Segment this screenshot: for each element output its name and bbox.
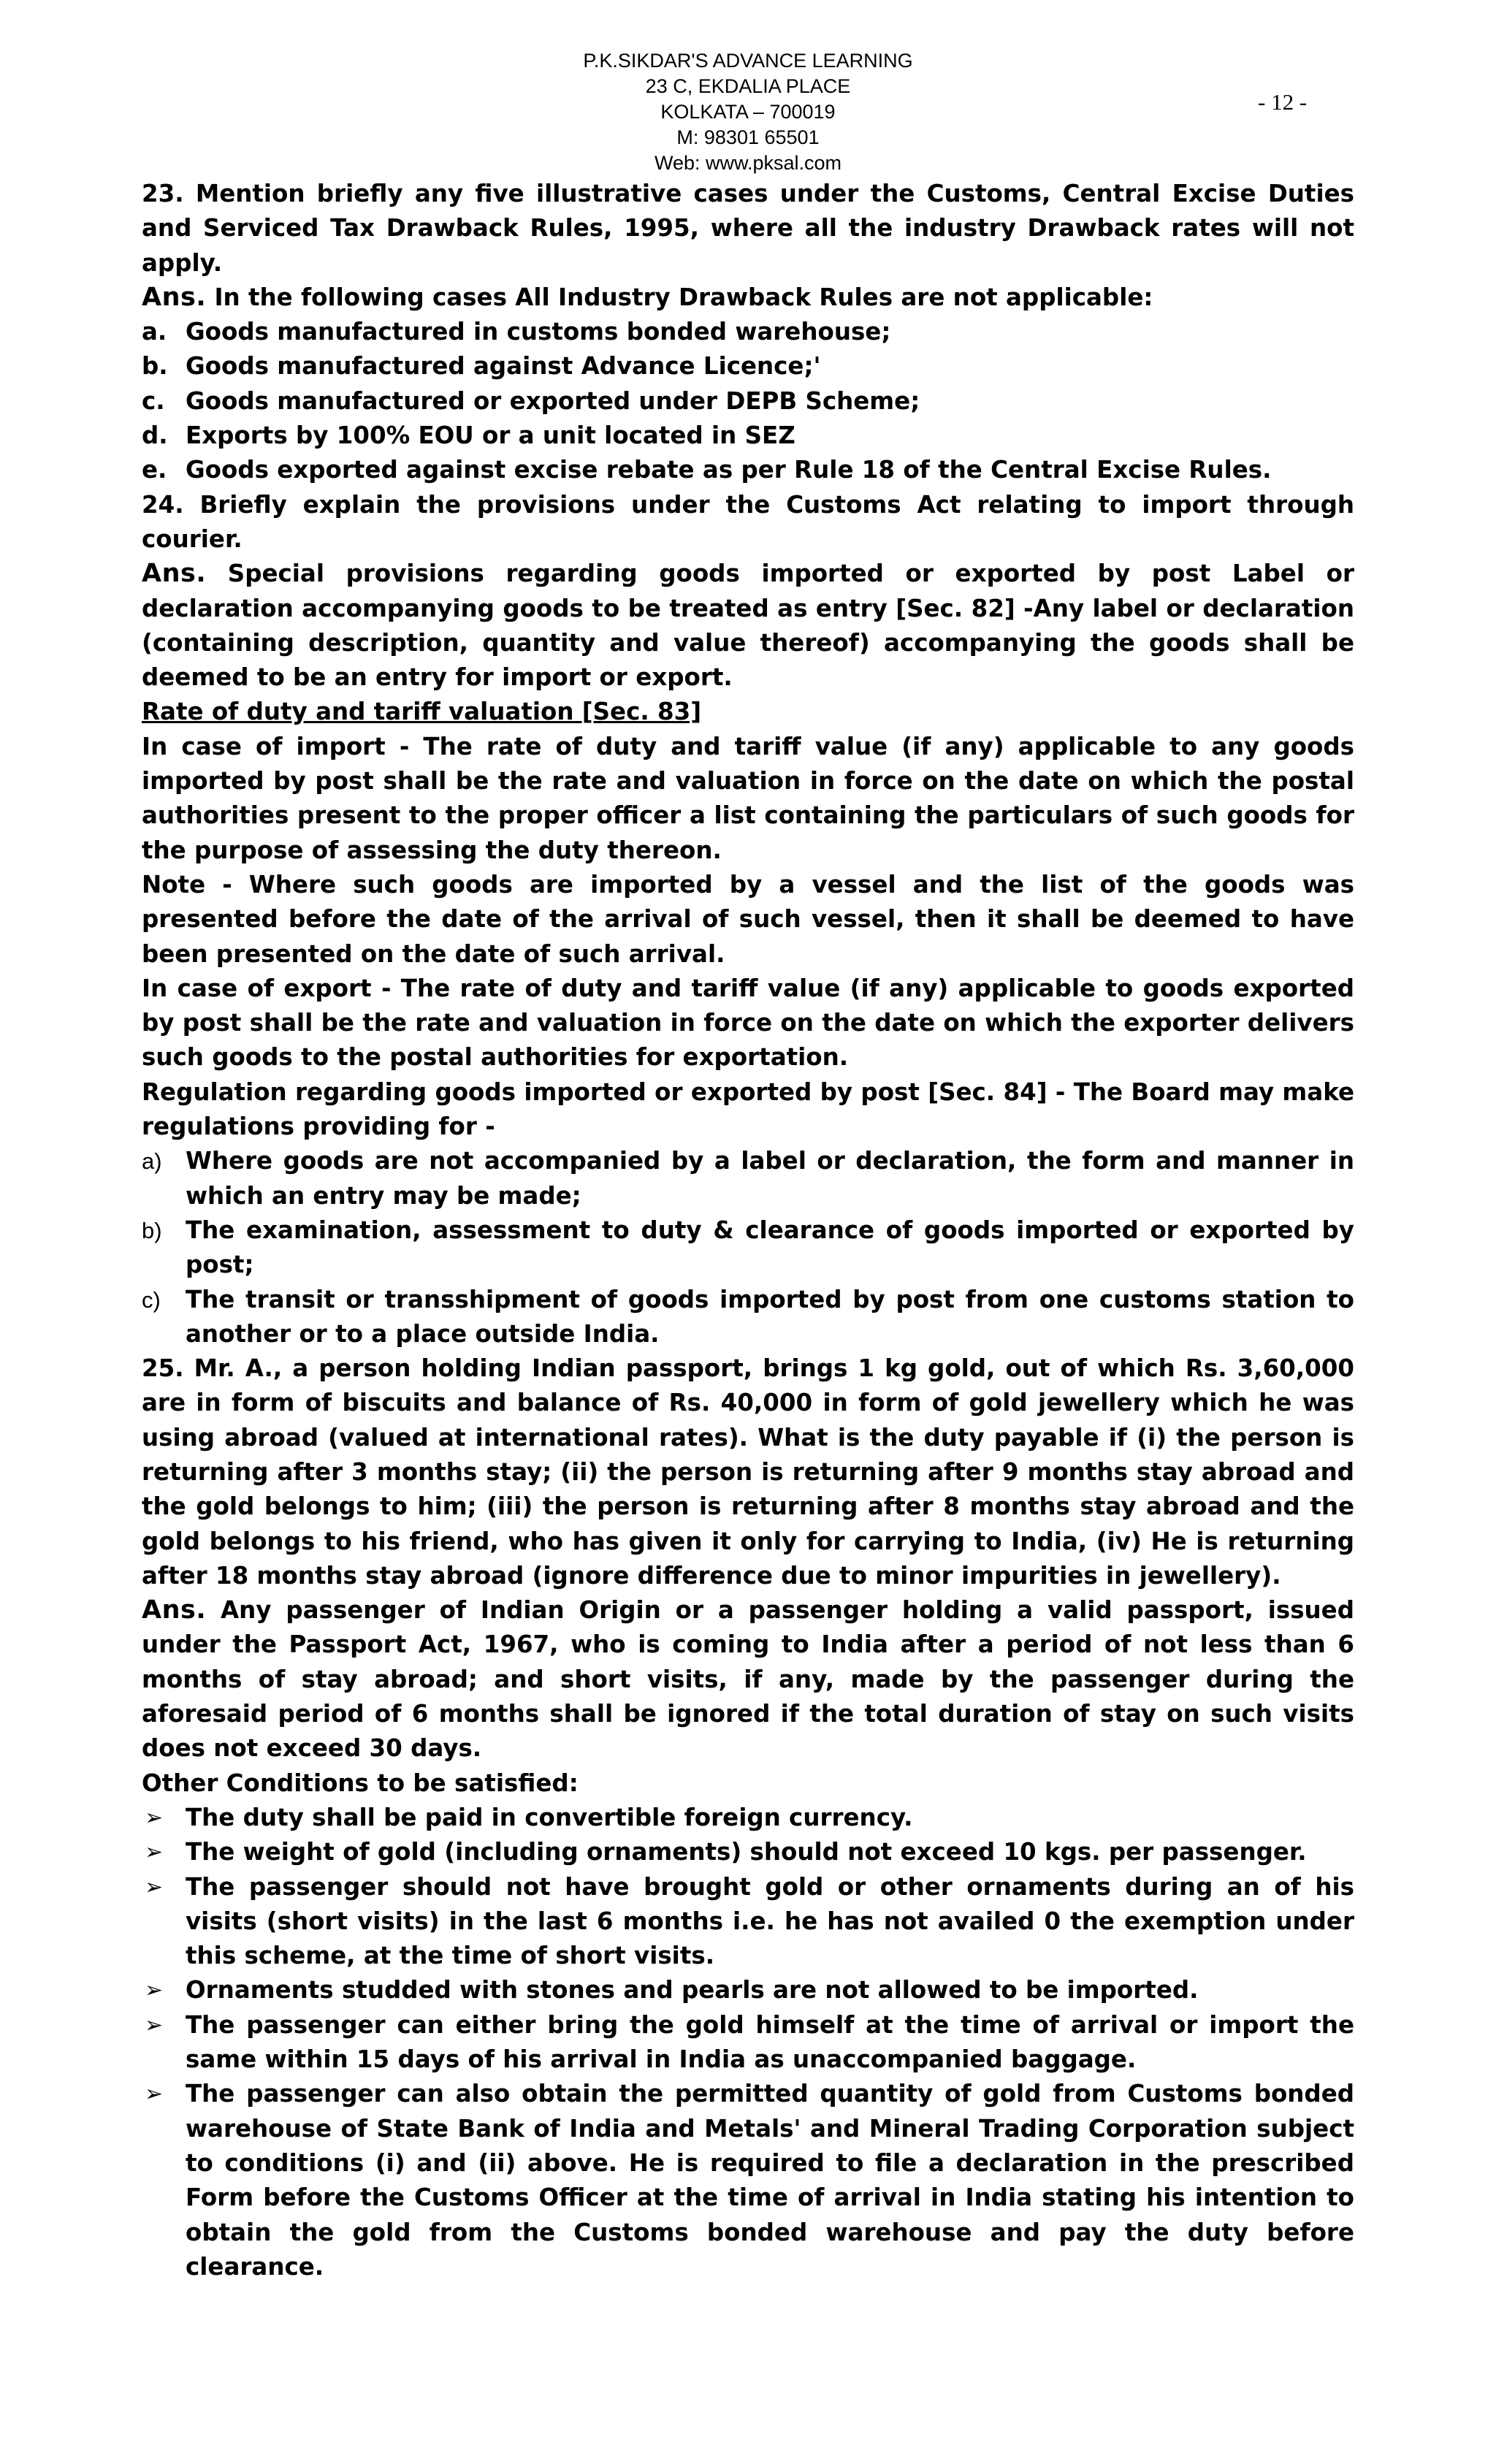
list-item — [142, 419, 1354, 453]
list-marker: b) — [142, 1217, 162, 1243]
list-item-text: The passenger can also obtain the permitted quantity of gold from Customs bonded warehouse of State Bank of India and Metals' and Mineral Trading Corporation subject to conditions (i) and (ii) above. He is required to file a declaration in the prescribed Form before the Customs Officer at the time of arrival in India stating his intention to obtain the gold from the Customs bonded warehouse and pay the duty before clearance. — [186, 2080, 1354, 2281]
answer-text: Special provisions regarding goods imported or exported by post Label or declaration accompanying goods to be treated as entry [Sec. 82] -Any label or declaration (containing description, quantity and value thereof) accompanying the goods shall be deemed to be an entry for import or export. — [142, 560, 1354, 692]
answer-24-intro — [142, 557, 1354, 695]
arrow-bullet-icon: ➢ — [145, 2012, 164, 2038]
q25-conditions-list — [142, 1801, 1354, 2284]
list-item-text: Goods manufactured against Advance Licence;' — [186, 352, 821, 381]
q24-regulation-list — [142, 1144, 1354, 1351]
rate-of-duty-heading — [142, 695, 1354, 729]
header-mobile-line: M: 98301 65501 — [676, 126, 820, 148]
arrow-bullet-icon: ➢ — [145, 1839, 164, 1866]
header-address-line: 23 C, EKDALIA PLACE — [645, 75, 851, 97]
list-marker: c) — [142, 1286, 161, 1313]
list-item-text: The transit or transshipment of goods imported by post from one customs station to another or to a place outside India. — [186, 1285, 1354, 1348]
arrow-bullet-icon: ➢ — [145, 1977, 164, 2004]
list-item — [142, 2077, 1354, 2284]
export-paragraph: In case of export - The rate of duty and tariff value (if any) applicable to goods exported by post shall be the rate and valuation in force on the date on which the exporter delivers such goods to the postal authorities for exportation. — [142, 974, 1354, 1072]
list-item-text: The duty shall be paid in convertible foreign currency. — [186, 1803, 913, 1831]
list-item — [142, 1870, 1354, 1974]
document-body — [142, 177, 1354, 2284]
import-paragraph: In case of import - The rate of duty and tariff value (if any) applicable to any goods imported by post shall be the rate and valuation in force on the date on which the postal authorities present to the proper officer a list containing the particulars of such goods for the purpose of assessing the duty thereon. — [142, 732, 1354, 864]
list-item — [142, 1213, 1354, 1283]
list-item-text: The weight of gold (including ornaments) should not exceed 10 kgs. per passenger. — [186, 1838, 1307, 1866]
question-25: 25. Mr. A., a person holding Indian passport, brings 1 kg gold, out of which Rs. 3,60,000 are in form of biscuits and balance of Rs. 40,000 in form of gold jewellery which he was using abroad (valued at international rates). What is the duty payable if (i) the person is returning after 3 months stay; (ii) the person is returning after 9 months stay abroad and the gold belongs to him; (iii) the person is returning after 8 months stay abroad and the gold belongs to his friend, who has given it only for carrying to India, (iv) He is returning after 18 months stay abroad (ignore difference due to minor impurities in jewellery). — [142, 1354, 1354, 1590]
list-item — [142, 349, 1354, 384]
list-item — [142, 1835, 1354, 1869]
list-item-text: The examination, assessment to duty & clearance of goods imported or exported by post; — [186, 1216, 1354, 1279]
list-marker: a. — [142, 318, 167, 346]
underlined-heading: Rate of duty and tariff valuation [Sec. 83] — [142, 698, 702, 726]
list-item-text: The passenger should not have brought gold or other ornaments during an of his visits (short visits) in the last 6 months i.e. he has not availed 0 the exemption under this scheme, at the time of short visits. — [186, 1872, 1354, 1970]
q23-case-list — [142, 315, 1354, 487]
header-city-line: KOLKATA – 700019 — [660, 101, 836, 123]
arrow-bullet-icon: ➢ — [145, 2081, 164, 2108]
list-item-text: Goods manufactured in customs bonded warehouse; — [186, 318, 891, 346]
answer-label: Ans. — [142, 1595, 207, 1625]
list-item-text: Goods manufactured or exported under DEPB Scheme; — [186, 386, 920, 415]
header-web-line: Web: www.pksal.com — [654, 152, 842, 174]
answer-text: Any passenger of Indian Origin or a passenger holding a valid passport, issued under the Passport Act, 1967, who is coming to India after a period of not less than 6 months of stay abroad; and short visits, if any, made by the passenger during the aforesaid period of 6 months shall be ignored if the total duration of stay on such visits does not exceed 30 days. — [142, 1596, 1354, 1763]
list-marker: a) — [142, 1148, 162, 1175]
list-item-text: Exports by 100% EOU or a unit located in SEZ — [186, 422, 795, 450]
list-item — [142, 2008, 1354, 2078]
answer-label: Ans. — [142, 282, 207, 312]
list-item — [142, 453, 1354, 487]
list-item-text: The passenger can either bring the gold himself at the time of arrival or import the same within 15 days of his arrival in India as unaccompanied baggage. — [186, 2010, 1354, 2074]
list-item-text: Ornaments studded with stones and pearls are not allowed to be imported. — [186, 1976, 1199, 2005]
list-item-text: Where goods are not accompanied by a label or declaration, the form and manner in which an entry may be made; — [186, 1147, 1354, 1210]
question-23: 23. Mention briefly any five illustrative cases under the Customs, Central Excise Duties and Serviced Tax Drawback Rules, 1995, where all the industry Drawback rates will not apply. — [142, 180, 1354, 277]
list-marker: e. — [142, 456, 167, 484]
list-marker: b. — [142, 352, 168, 381]
list-item — [142, 1144, 1354, 1213]
answer-text: In the following cases All Industry Drawback Rules are not applicable: — [206, 283, 1153, 311]
list-marker: d. — [142, 422, 168, 450]
list-item — [142, 1973, 1354, 2007]
page-number: - 12 - — [1258, 89, 1308, 115]
list-item — [142, 1801, 1354, 1835]
answer-23-intro — [142, 281, 1354, 315]
list-item — [142, 315, 1354, 349]
list-marker: c. — [142, 386, 165, 415]
header-institute-name: P.K.SIKDAR'S ADVANCE LEARNING — [583, 50, 913, 72]
conditions-heading: Other Conditions to be satisfied: — [142, 1769, 579, 1797]
question-24: 24. Briefly explain the provisions under the Customs Act relating to import through courier. — [142, 490, 1354, 553]
answer-25-intro — [142, 1593, 1354, 1766]
regulation-paragraph: Regulation regarding goods imported or exported by post [Sec. 84] - The Board may make regulations providing for - — [142, 1077, 1354, 1141]
note-paragraph: Note - Where such goods are imported by a vessel and the list of the goods was presented before the date of the arrival of such vessel, then it shall be deemed to have been presented on the date of such arrival. — [142, 870, 1354, 968]
list-item-text: Goods exported against excise rebate as per Rule 18 of the Central Excise Rules. — [186, 456, 1272, 484]
arrow-bullet-icon: ➢ — [145, 1804, 164, 1831]
arrow-bullet-icon: ➢ — [145, 1874, 164, 1900]
list-item — [142, 384, 1354, 419]
list-item — [142, 1283, 1354, 1352]
answer-label: Ans. — [142, 559, 207, 589]
